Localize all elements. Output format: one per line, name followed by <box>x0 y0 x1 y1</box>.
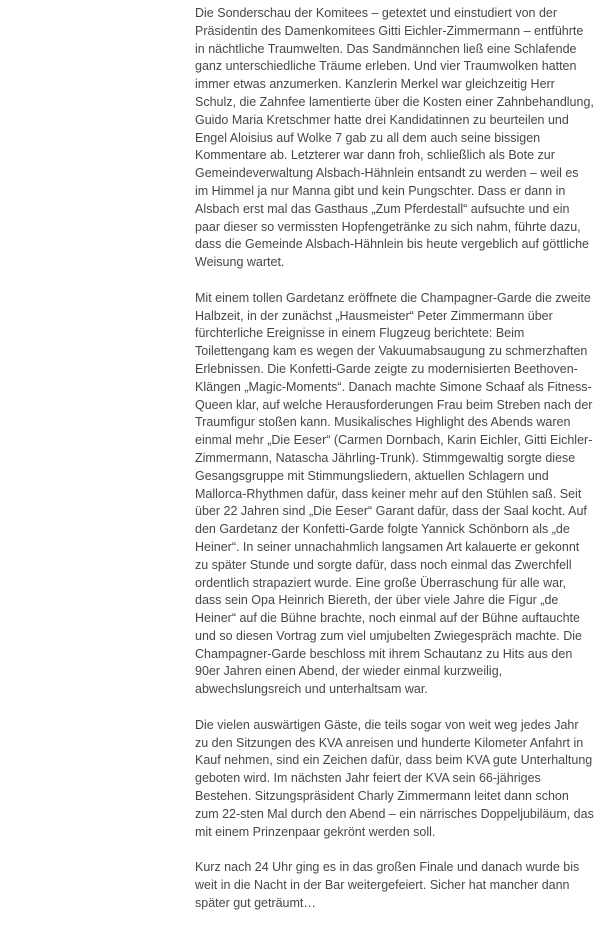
article-body <box>195 5 595 930</box>
article-paragraph-sonderschau: Die Sonderschau der Komitees – getextet und einstudiert von der Präsidentin des Damenkomitees Gitti Eichler-Zimmermann – entführte in nächtliche Traumwelten. Das Sandmännchen ließ eine Schlafende ganz unterschiedliche Träume erleben. Und vier Traumwolken hatten immer etwas anzumerken. Kanzlerin Merkel war gleichzeitig Herr Schulz, die Zahnfee lamentierte über die Kosten einer Zahnbehandlung, Guido Maria Kretschmer hatte drei Kandidatinnen zu beurteilen und Engel Aloisius auf Wolke 7 gab zu all dem auch seine bissigen Kommentare ab. Letzterer war dann froh, schließlich als Bote zur Gemeindeverwaltung Alsbach-Hähnlein entsandt zu werden – weil es im Himmel ja nur Manna gibt und kein Pungschter. Dass er dann in Alsbach erst mal das Gasthaus „Zum Pferdestall“ aufsuchte und ein paar dieser so vermissten Hopfengetränke zu sich nahm, führte dazu, dass die Gemeinde Alsbach-Hähnlein bis heute vergeblich auf göttliche Weisung wartet. <box>195 6 594 270</box>
article-paragraph-gaeste: Die vielen auswärtigen Gäste, die teils sogar von weit weg jedes Jahr zu den Sitzungen des KVA anreisen und hunderte Kilometer Anfahrt in Kauf nehmen, sind ein Zeichen dafür, dass beim KVA gute Unterhaltung geboten wird. Im nächsten Jahr feiert der KVA sein 66-jähriges Bestehen. Sitzungspräsident Charly Zimmermann leitet dann schon zum 22-sten Mal durch den Abend – ein närrisches Doppeljubiläum, das mit einem Prinzenpaar gekrönt werden soll. <box>195 717 594 839</box>
article-paragraph-finale: Kurz nach 24 Uhr ging es in das großen Finale und danach wurde bis weit in die Nacht in der Bar weitergefeiert. Sicher hat mancher dann später gut geträumt… <box>195 860 580 910</box>
article-paragraph-zweite-halbzeit: Mit einem tollen Gardetanz eröffnete die Champagner-Garde die zweite Halbzeit, in der zunächst „Hausmeister“ Peter Zimmermann über fürchterliche Ereignisse in einem Flugzeug berichtete: Beim Toilettengang kam es wegen der Vakuumabsaugung zu schmerzhaften Erlebnissen. Die Konfetti-Garde zeigte zu modernisierten Beethoven-Klängen „Magic-Moments“. Danach machte Simone Schaaf als Fitness-Queen klar, auf welche Herausforderungen Frau beim Streben nach der Traumfigur stoßen kann. Musikalisches Highlight des Abends waren einmal mehr „Die Eeser“ (Carmen Dornbach, Karin Eichler, Gitti Eichler-Zimmermann, Natascha Jährling-Trunk). Stimmgewaltig sorgte diese Gesangsgruppe mit Stimmungsliedern, aktuellen Schlagern und Mallorca-Rhythmen dafür, dass keiner mehr auf den Stühlen saß. Seit über 22 Jahren sind „Die Eeser“ Garant dafür, dass der Saal kocht. Auf den Gardetanz der Konfetti-Garde folgte Yannick Schönborn als „de Heiner“. In seiner unnachahmlich langsamen Art kalauerte er gekonnt zu später Stunde und sorgte dafür, dass noch einmal das Zwerchfell ordentlich strapaziert wurde. Eine große Überraschung für alle war, dass sein Opa Heinrich Biereth, der über viele Jahre die Figur „de Heiner“ auf die Bühne brachte, noch einmal auf der Bühne auftauchte und so diesen Vortrag zum viel umjubelten Zwiegespräch machte. Die Champagner-Garde beschloss mit ihrem Schautanz zu Hits aus den 90er Jahren einen Abend, der wieder einmal kurzweilig, abwechslungsreich und unterhaltsam war. <box>195 290 593 697</box>
